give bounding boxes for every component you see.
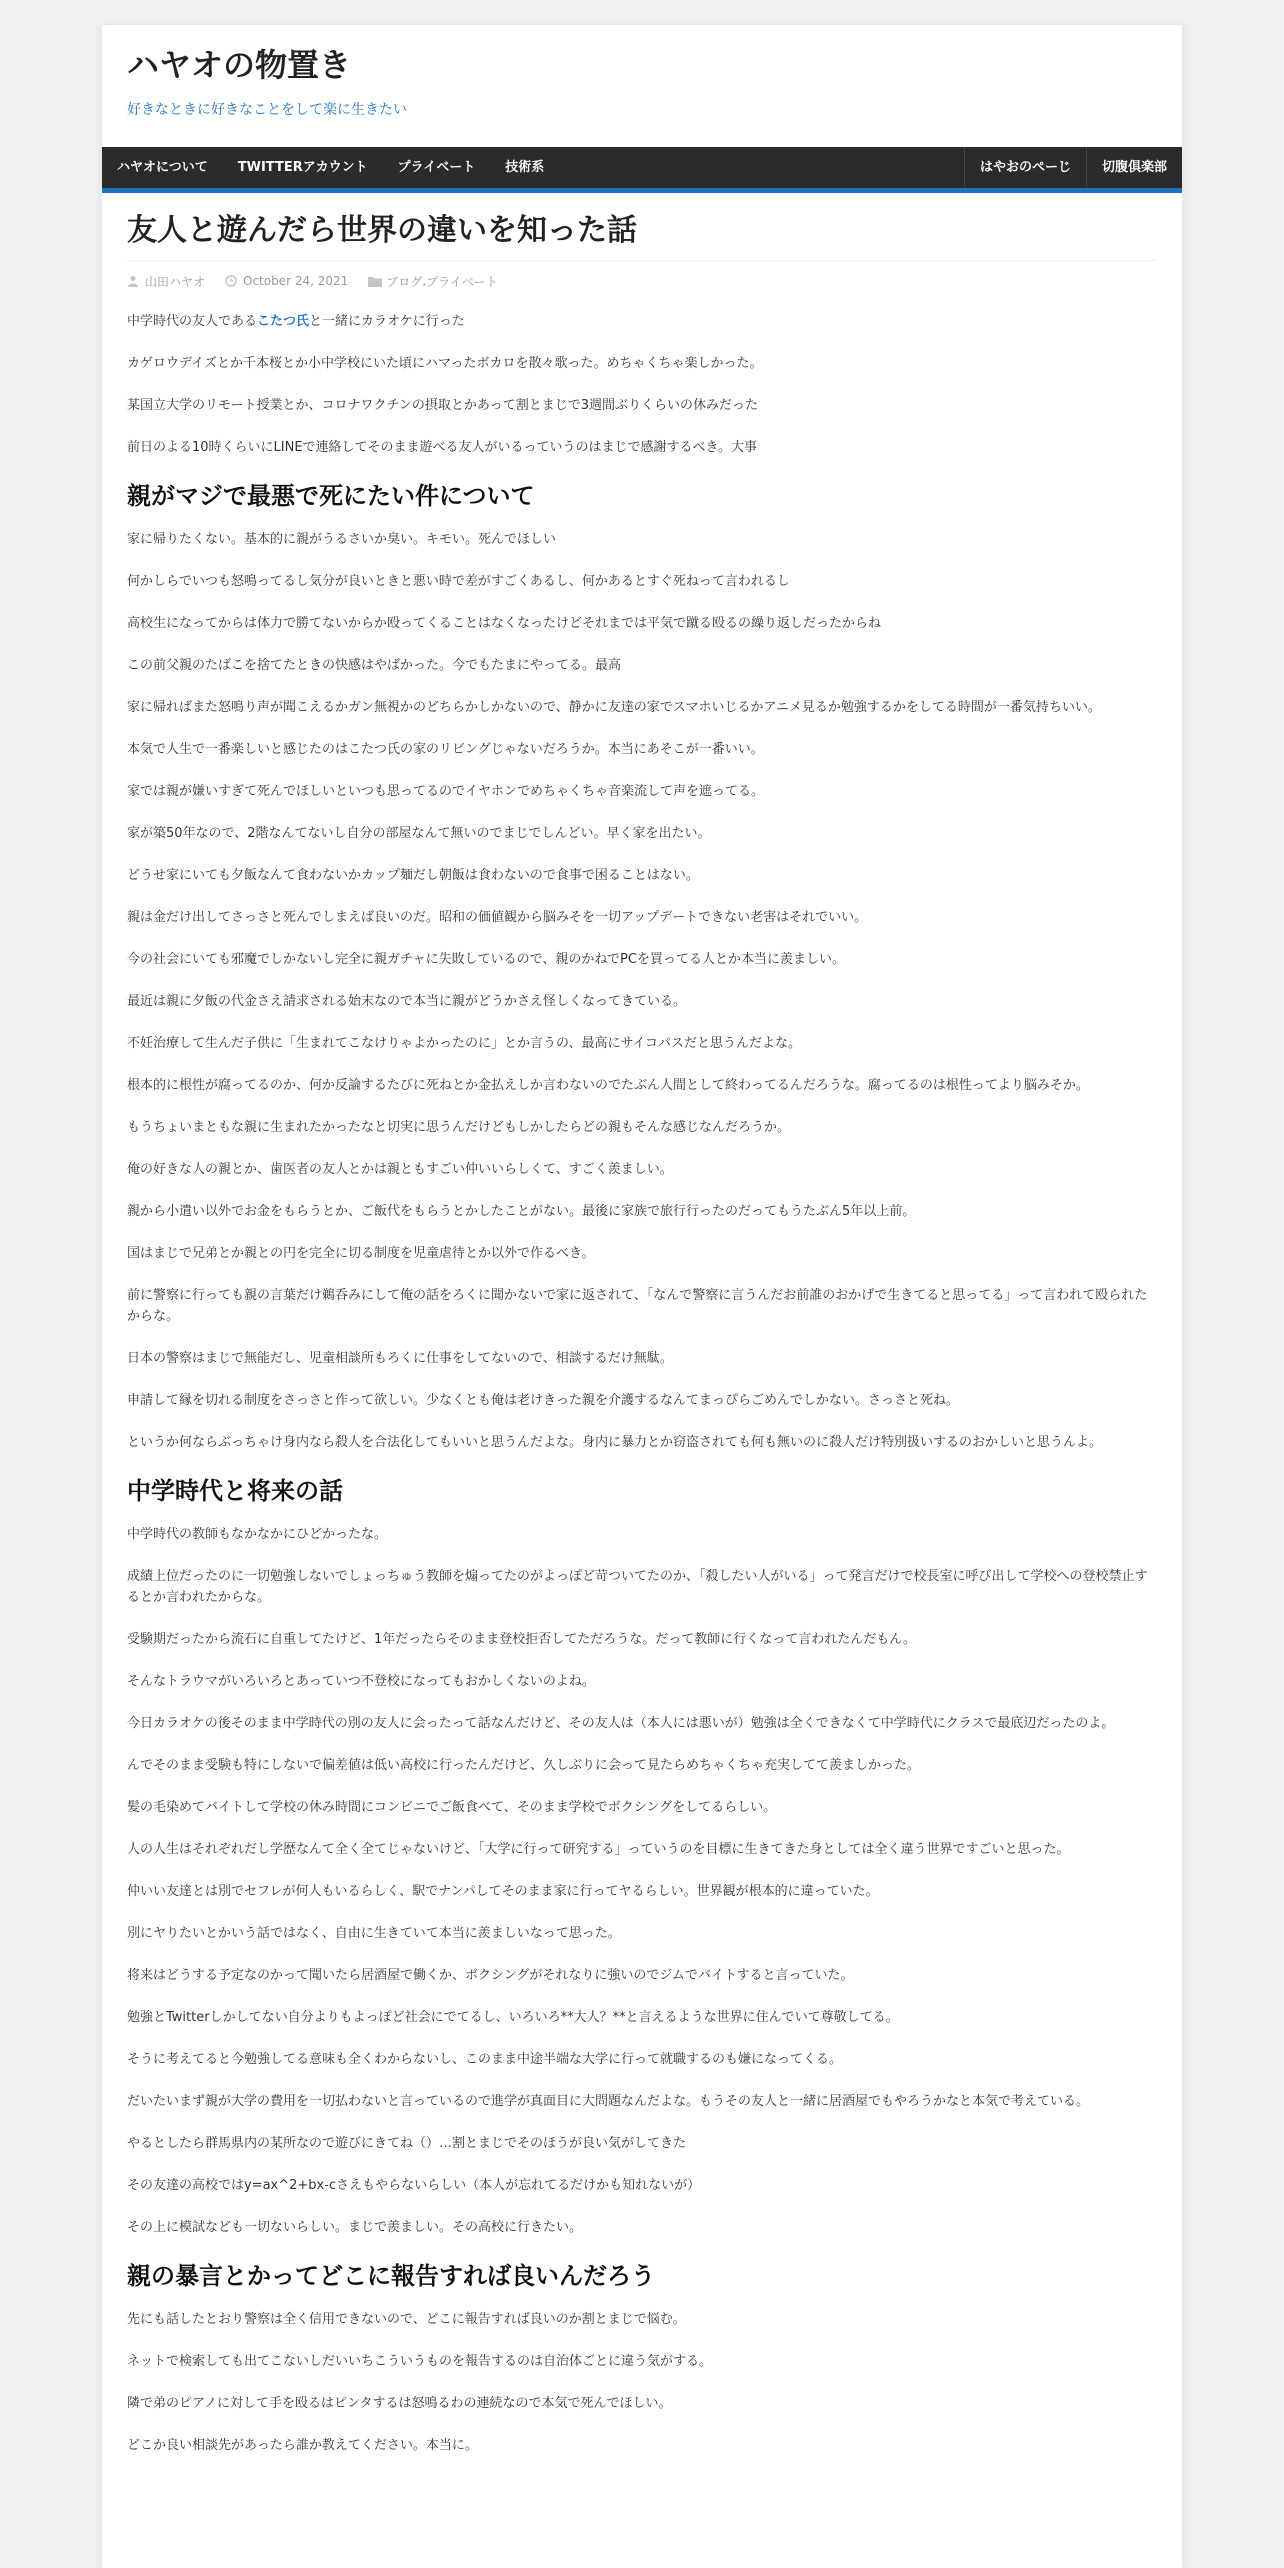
meta-author (127, 273, 205, 290)
body-paragraph: 親から小遣い以外でお金をもらうとか、ご飯代をもらうとかしたことがない。最後に家族で旅行行ったのだってもうたぶん5年以上前。 (127, 1204, 916, 1219)
site-header (102, 25, 1182, 147)
section-heading: 中学時代と将来の話 (127, 1477, 343, 1505)
body-paragraph: 日本の警察はまじで無能だし、児童相談所もろくに仕事をしてないので、相談するだけ無駄。 (127, 1351, 673, 1366)
body-paragraph: だいたいまず親が大学の費用を一切払わないと言っているので進学が真面目に大問題なんだよな。もうその友人と一緒に居酒屋でもやろうかなと本気で考えている。 (127, 2094, 1090, 2109)
site-title[interactable]: ハヤオの物置き (127, 46, 352, 84)
body-paragraph: 最近は親に夕飯の代金さえ請求される始末なので本当に親がどうかさえ怪しくなってきている。 (127, 994, 687, 1009)
clock-icon (225, 275, 237, 287)
body-paragraph: 国はまじで兄弟とか親との円を完全に切る制度を児童虐待とか以外で作るべき。 (127, 1246, 595, 1261)
body-paragraph: んでそのまま受験も特にしないで偏差値は低い高校に行ったんだけど、久しぶりに会って見たらめちゃくちゃ充実してて羨ましかった。 (127, 1758, 921, 1773)
body-paragraph: 人の人生はそれぞれだし学歴なんて全く全てじゃないけど、「大学に行って研究する」っていうのを目標に生きてきた身としては全く違う世界ですごいと思った。 (127, 1842, 1070, 1857)
section-heading: 親の暴言とかってどこに報告すれば良いんだろう (127, 2262, 655, 2290)
user-icon (127, 275, 139, 287)
body-paragraph: 高校生になってからは体力で勝てないからか殴ってくることはなくなったけどそれまでは平気で蹴る殴るの繰り返しだったからね (127, 616, 882, 631)
body-paragraph: 俺の好きな人の親とか、歯医者の友人とかは親ともすごい仲いいらしくて、すごく羨ましい。 (127, 1162, 673, 1177)
site-tagline: 好きなときに好きなことをして楽に生きたい (127, 102, 407, 118)
nav-item-hayao-page[interactable]: はやおのぺーじ (964, 147, 1086, 188)
body-paragraph: 今の社会にいても邪魔でしかないし完全に親ガチャに失敗しているので、親のかねでPCを買ってる人とか本当に羨ましい。 (127, 952, 845, 967)
post-date: October 24, 2021 (243, 274, 349, 288)
site-container (102, 25, 1182, 2568)
category-separator: , (422, 274, 427, 288)
body-paragraph: 某国立大学のリモート授業とか、コロナワクチンの摂取とかあって割とまじで3週間ぶりくらいの休みだった (127, 398, 758, 413)
body-paragraph: どうせ家にいても夕飯なんて食わないかカップ麺だし朝飯は食わないので食事で困ることはない。 (127, 868, 699, 883)
body-paragraph: 髪の毛染めてバイトして学校の休み時間にコンビニでご飯食べて、そのまま学校でボクシングをしてるらしい。 (127, 1800, 777, 1815)
body-paragraph: 根本的に根性が腐ってるのか、何か反論するたびに死ねとか金払えしか言わないのでたぶん人間として終わってるんだろうな。腐ってるのは根性ってより脳みそか。 (127, 1078, 1089, 1093)
body-paragraph: 別にヤりたいとかいう話ではなく、自由に生きていて本当に羨ましいなって思った。 (127, 1926, 621, 1941)
intro-paragraph (127, 311, 1157, 332)
post-article (127, 210, 1157, 2456)
body-paragraph: その友達の高校ではy=ax^2+bx-cさえもやらないらしい（本人が忘れてるだけかも知れないが） (127, 2178, 701, 2193)
main-content (127, 210, 1157, 2477)
post-meta (127, 269, 1157, 293)
body-paragraph: 何かしらでいつも怒鳴ってるし気分が良いときと悪い時で差がすごくあるし、何かあるとすぐ死ねって言われるし (127, 574, 790, 589)
body-paragraph: 隣で弟のピアノに対して手を殴るはピンタするは怒鳴るわの連続なので本気で死んでほしい。 (127, 2396, 672, 2411)
body-paragraph: 家に帰ればまた怒鳴り声が聞こえるかガン無視かのどちらかしかないので、静かに友達の家でスマホいじるかアニメ見るか勉強するかをしてる時間が一番気持ちいい。 (127, 700, 1101, 715)
body-paragraph: 受験期だったから流石に自重してたけど、1年だったらそのまま登校拒否してただろうな。だって教師に行くなって言われたんだもん。 (127, 1632, 917, 1647)
post-body (127, 311, 1157, 2456)
section-heading: 親がマジで最悪で死にたい件について (127, 482, 535, 510)
kotatsu-link[interactable]: こたつ氏 (257, 314, 310, 329)
category-link-private[interactable]: プライベート (426, 274, 498, 289)
body-paragraph: 成績上位だったのに一切勉強しないでしょっちゅう教師を煽ってたのがよっぽど苛ついてたのか、「殺したい人がいる」って発言だけで校長室に呼び出して学校への登校禁止するとか言われたからな。 (127, 1569, 1148, 1605)
nav-right-menu (964, 147, 1182, 188)
meta-categories (368, 273, 497, 290)
post-title: 友人と遊んだら世界の違いを知った話 (127, 210, 1157, 261)
body-paragraph: そうに考えてると今勉強してる意味も全くわからないし、このまま中途半端な大学に行って就職するのも嫌になってくる。 (127, 2052, 843, 2067)
intro-suffix: と一緒にカラオケに行った (309, 314, 465, 329)
body-paragraph: 将来はどうする予定なのかって聞いたら居酒屋で働くか、ボクシングがそれなりに強いのでジムでバイトすると言っていた。 (127, 1968, 854, 1983)
body-paragraph: この前父親のたばこを捨てたときの快感はやばかった。今でもたまにやってる。最高 (127, 658, 622, 673)
nav-item-private[interactable]: プライベート (397, 160, 476, 175)
body-paragraph: そんなトラウマがいろいろとあっていつ不登校になってもおかしくないのよね。 (127, 1674, 595, 1689)
body-paragraph: その上に模試なども一切ないらしい。まじで羨ましい。その高校に行きたい。 (127, 2220, 583, 2235)
body-paragraph: 勉強とTwitterしかしてない自分よりもよっぽど社会にでてるし、いろいろ**大人？**と言えるような世界に住んでいて尊敬してる。 (127, 2010, 899, 2025)
body-paragraph: やるとしたら群馬県内の某所なので遊びにきてね（）…割とまじでそのほうが良い気がしてきた (127, 2136, 687, 2151)
nav-item-about[interactable]: ハヤオについて (117, 160, 208, 175)
body-paragraph: ネットで検索しても出てこないしだいいちこういうものを報告するのは自治体ごとに違う気がする。 (127, 2354, 713, 2369)
intro-prefix: 中学時代の友人である (127, 314, 258, 329)
body-paragraph: 仲いい友達とは別でセフレが何人もいるらしく、駅でナンパしてそのまま家に行ってヤるらしい。世界観が根本的に違っていた。 (127, 1884, 879, 1899)
body-paragraph: 前日のよる10時くらいにLINEで連絡してそのまま遊べる友人がいるっていうのはまじで感謝するべき。大事 (127, 440, 758, 455)
nav-item-tech[interactable]: 技術系 (505, 160, 545, 175)
main-navigation (102, 147, 1182, 193)
folder-icon (368, 275, 380, 287)
body-paragraph: もうちょいまともな親に生まれたかったなと切実に思うんだけどもしかしたらどの親もそんな感じなんだろうか。 (127, 1120, 791, 1135)
body-paragraph: カゲロウデイズとか千本桜とか小中学校にいた頃にハマったボカロを散々歌った。めちゃくちゃ楽しかった。 (127, 356, 763, 371)
body-paragraph: 本気で人生で一番楽しいと感じたのはこたつ氏の家のリビングじゃないだろうか。本当にあそこが一番いい。 (127, 742, 764, 757)
nav-left-menu (102, 147, 559, 188)
body-paragraph: 申請して縁を切れる制度をさっさと作って欲しい。少なくとも俺は老けきった親を介護するなんてまっぴらごめんでしかない。さっさと死ね。 (127, 1393, 960, 1408)
body-paragraph: 不妊治療して生んだ子供に「生まれてこなけりゃよかったのに」とか言うの、最高にサイコパスだと思うんだよな。 (127, 1036, 802, 1051)
body-paragraph: 前に警察に行っても親の言葉だけ鵜呑みにして俺の話をろくに聞かないで家に返されて、「なんで警察に言うんだお前誰のおかげで生きてると思ってる」って言われて殴られたからな。 (127, 1288, 1148, 1324)
body-paragraph: 先にも話したとおり警察は全く信用できないので、どこに報告すれば良いのか割とまじで悩む。 (127, 2312, 686, 2327)
nav-item-twitter[interactable]: TWITTERアカウント (237, 160, 368, 175)
body-paragraph: 家に帰りたくない。基本的に親がうるさいか臭い。キモい。死んでほしい (127, 532, 557, 547)
body-paragraph: 中学時代の教師もなかなかにひどかったな。 (127, 1527, 388, 1542)
body-paragraph: 家が築50年なので、2階なんてないし自分の部屋なんて無いのでまじでしんどい。早く家を出たい。 (127, 826, 711, 841)
body-paragraph: というか何ならぶっちゃけ身内なら殺人を合法化してもいいと思うんだよな。身内に暴力とか窃盗されても何も無いのに殺人だけ特別扱いするのおかしいと思うんよ。 (127, 1435, 1103, 1450)
body-paragraph: 家では親が嫌いすぎて死んでほしいといつも思ってるのでイヤホンでめちゃくちゃ音楽流して声を遮ってる。 (127, 784, 765, 799)
meta-date (225, 274, 348, 288)
body-paragraph: 今日カラオケの後そのまま中学時代の別の友人に会ったって話なんだけど、その友人は（本人には悪いが）勉強は全くできなくて中学時代にクラスで最底辺だったのよ。 (127, 1716, 1115, 1731)
nav-item-seppuku-club[interactable]: 切腹倶楽部 (1086, 147, 1182, 188)
author-link[interactable]: 山田ハヤオ (145, 274, 206, 289)
category-link-blog[interactable]: ブログ (386, 274, 423, 289)
body-paragraph: 親は金だけ出してさっさと死んでしまえば良いのだ。昭和の価値観から脳みそを一切アップデートできない老害はそれでいい。 (127, 910, 868, 925)
body-paragraph: どこか良い相談先があったら誰か教えてください。本当に。 (127, 2438, 478, 2453)
